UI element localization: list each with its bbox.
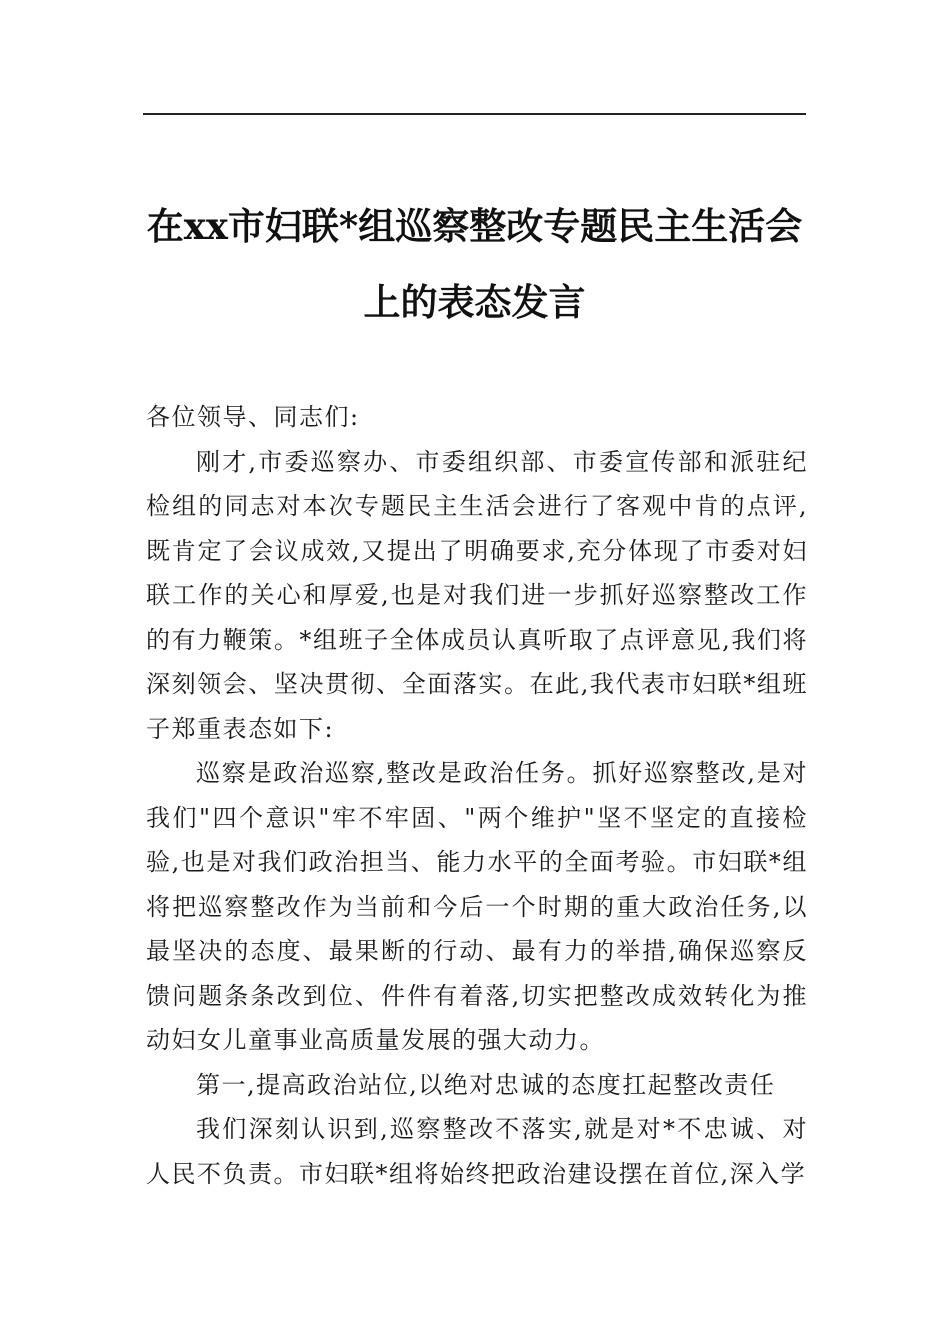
salutation: 各位领导、同志们: (146, 403, 360, 431)
title-line-1: 在xx市妇联*组巡察整改专题民主生活会 (146, 204, 803, 248)
document-body (146, 395, 808, 1196)
header-rule (143, 113, 806, 115)
paragraph: 刚才,市委巡察办、市委组织部、市委宣传部和派驻纪检组的同志对本次专题民主生活会进行了客观中肯的点评,既肯定了会议成效,又提出了明确要求,充分体现了市委对妇联工作的关心和厚爱,也是对我们进一步抓好巡察整改工作的有力鞭策。*组班子全体成员认真听取了点评意见,我们将深刻领会、坚决贯彻、全面落实。在此,我代表市妇联*组班子郑重表态如下: (146, 447, 808, 743)
paragraph: 巡察是政治巡察,整改是政治任务。抓好巡察整改,是对我们"四个意识"牢不牢固、"两个维护"坚不坚定的直接检验,也是对我们政治担当、能力水平的全面考验。市妇联*组将把巡察整改作为当前和今后一个时期的重大政治任务,以最坚决的态度、最果断的行动、最有力的举措,确保巡察反馈问题条条改到位、件件有着落,切实把整改成效转化为推动妇女儿童事业高质量发展的强大动力。 (146, 759, 808, 1054)
paragraph: 我们深刻认识到,巡察整改不落实,就是对*不忠诚、对人民不负责。市妇联*组将始终把政治建设摆在首位,深入学 (146, 1115, 808, 1188)
title-line-2: 上的表态发言 (363, 280, 586, 324)
section-heading: 第一,提高政治站位,以绝对忠诚的态度扛起整改责任 (196, 1070, 776, 1099)
document-title (143, 188, 806, 340)
